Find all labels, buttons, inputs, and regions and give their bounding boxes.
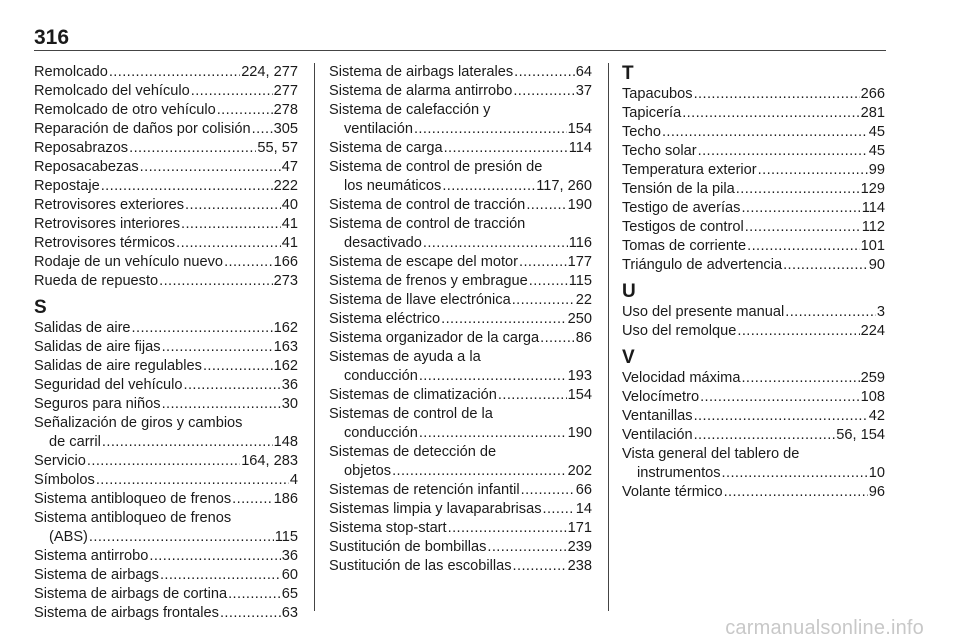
index-entry-pages: 238 xyxy=(567,558,592,574)
index-entry-term: Servicio xyxy=(34,453,86,469)
index-entry xyxy=(622,104,885,123)
index-entry xyxy=(329,424,592,443)
index-entry-pages: 129 xyxy=(860,181,885,197)
index-entry xyxy=(329,481,592,500)
index-entry-pages: 224, 277 xyxy=(241,64,298,80)
index-entry-pages: 86 xyxy=(575,330,592,346)
index-entry-term: desactivado xyxy=(344,235,422,251)
leader-dots xyxy=(747,237,860,256)
index-entry xyxy=(34,566,298,585)
index-entry-term: Símbolos xyxy=(34,472,95,488)
index-entry-term: Sistema de airbags laterales xyxy=(329,64,514,80)
leader-dots xyxy=(102,433,273,452)
leader-dots xyxy=(543,500,575,519)
index-entry xyxy=(34,471,298,490)
leader-dots xyxy=(232,490,272,509)
index-entry xyxy=(34,177,298,196)
index-entry-term: Sistema de control de tracción xyxy=(329,197,526,213)
leader-dots xyxy=(513,82,574,101)
index-entry xyxy=(622,237,885,256)
index-group-s xyxy=(34,319,298,623)
index-entry-term: Velocímetro xyxy=(622,389,700,405)
index-entry-pages: 273 xyxy=(273,273,298,289)
index-entry xyxy=(622,464,885,483)
index-entry xyxy=(329,139,592,158)
leader-dots xyxy=(682,104,859,123)
index-entry-pages: 66 xyxy=(575,482,592,498)
index-entry-term: Uso del remolque xyxy=(622,323,737,339)
watermark: carmanualsonline.info xyxy=(725,617,924,639)
index-entry-term: Testigos de control xyxy=(622,219,744,235)
index-entry-term: Sistema stop-start xyxy=(329,520,447,536)
index-entry-term: Retrovisores interiores xyxy=(34,216,180,232)
leader-dots xyxy=(529,272,568,291)
leader-dots xyxy=(423,234,568,253)
index-entry xyxy=(329,519,592,538)
leader-dots xyxy=(513,557,567,576)
leader-dots xyxy=(217,101,273,120)
index-entry-term: Remolcado xyxy=(34,64,108,80)
index-entry-pages: 116 xyxy=(568,235,592,251)
leader-dots xyxy=(741,369,859,388)
leader-dots xyxy=(181,215,281,234)
leader-dots xyxy=(694,407,868,426)
index-entry xyxy=(329,272,592,291)
index-entry-pages: 190 xyxy=(567,197,592,213)
index-entry-pages: 112 xyxy=(861,219,885,235)
index-entry-term: Repostaje xyxy=(34,178,100,194)
index-entry-pages: 14 xyxy=(575,501,592,517)
section-letter-t: T xyxy=(622,63,634,84)
index-entry-pages: 56, 154 xyxy=(836,427,885,443)
index-entry xyxy=(329,82,592,101)
index-entry-pages: 222 xyxy=(273,178,298,194)
leader-dots xyxy=(736,180,860,199)
index-entry-pages: 171 xyxy=(567,520,592,536)
index-entry-term: Sistema antibloqueo de frenos xyxy=(34,491,232,507)
index-entry-pages: 115 xyxy=(274,529,298,545)
index-entry-term: Sistemas limpia y lavaparabrisas xyxy=(329,501,542,517)
index-entry-pages: 305 xyxy=(273,121,298,137)
index-entry-pages: 108 xyxy=(860,389,885,405)
leader-dots xyxy=(514,63,575,82)
leader-dots xyxy=(519,253,567,272)
index-entry-term: Temperatura exterior xyxy=(622,162,757,178)
index-entry-pages: 117, 260 xyxy=(536,178,592,194)
index-entry-term: ventilación xyxy=(344,121,413,137)
index-entry xyxy=(34,234,298,253)
index-entry-term: Retrovisores exteriores xyxy=(34,197,185,213)
leader-dots xyxy=(132,319,273,338)
leader-dots xyxy=(89,528,274,547)
leader-dots xyxy=(162,395,281,414)
index-entry-pages: 99 xyxy=(868,162,885,178)
index-entry xyxy=(34,120,298,139)
index-entry-heading: Sistemas de control de la xyxy=(329,406,493,422)
leader-dots xyxy=(785,303,876,322)
index-entry xyxy=(34,585,298,604)
index-entry-term: Techo xyxy=(622,124,661,140)
leader-dots xyxy=(526,196,566,215)
index-entry-pages: 65 xyxy=(281,586,298,602)
index-entry-pages: 154 xyxy=(567,121,592,137)
index-entry xyxy=(622,199,885,218)
index-entry-heading: Vista general del tablero de xyxy=(622,446,800,462)
index-entry-pages: 41 xyxy=(281,216,298,232)
index-entry xyxy=(34,253,298,272)
page-number: 316 xyxy=(34,26,70,49)
index-entry-pages: 10 xyxy=(868,465,885,481)
index-group-r xyxy=(34,63,298,291)
index-entry-term: Techo solar xyxy=(622,143,697,159)
index-entry-term: Remolcado del vehículo xyxy=(34,83,190,99)
leader-dots xyxy=(87,452,240,471)
leader-dots xyxy=(444,139,568,158)
index-entry xyxy=(622,85,885,104)
leader-dots xyxy=(220,604,281,623)
index-entry-pages: 162 xyxy=(273,320,298,336)
index-entry xyxy=(622,180,885,199)
index-entry-term: instrumentos xyxy=(637,465,721,481)
leader-dots xyxy=(487,538,566,557)
index-entry xyxy=(34,395,298,414)
index-entry xyxy=(622,407,885,426)
leader-dots xyxy=(783,256,868,275)
index-entry xyxy=(34,101,298,120)
index-entry-term: Reposabrazos xyxy=(34,140,129,156)
index-entry-pages: 114 xyxy=(861,200,885,216)
index-entry-term: Tapicería xyxy=(622,105,682,121)
leader-dots xyxy=(442,177,535,196)
index-entry-term: Salidas de aire regulables xyxy=(34,358,202,374)
index-entry xyxy=(329,120,592,139)
index-entry-term: Salidas de aire fijas xyxy=(34,339,161,355)
index-entry-term: Sustitución de las escobillas xyxy=(329,558,512,574)
index-entry-pages: 30 xyxy=(281,396,298,412)
index-entry-term: (ABS) xyxy=(49,529,88,545)
leader-dots xyxy=(724,483,868,502)
index-entry-pages: 162 xyxy=(273,358,298,374)
section-letter-u: U xyxy=(622,281,636,302)
index-entry xyxy=(622,218,885,237)
leader-dots xyxy=(203,357,273,376)
index-entry-pages: 239 xyxy=(567,539,592,555)
index-entry-term: Sistema de airbags xyxy=(34,567,159,583)
index-entry xyxy=(329,177,592,196)
leader-dots xyxy=(160,566,281,585)
index-entry-pages: 63 xyxy=(281,605,298,621)
index-entry-heading: Sistema de control de presión de xyxy=(329,159,543,175)
leader-dots xyxy=(448,519,567,538)
index-entry-pages: 164, 283 xyxy=(241,453,298,469)
index-group-u xyxy=(622,303,885,341)
index-entry-term: Sistema de escape del motor xyxy=(329,254,519,270)
index-entry-pages: 90 xyxy=(868,257,885,273)
leader-dots xyxy=(96,471,289,490)
index-entry-pages: 163 xyxy=(273,339,298,355)
index-entry-term: conducción xyxy=(344,368,418,384)
index-entry-term: Tensión de la pila xyxy=(622,181,735,197)
leader-dots xyxy=(140,158,281,177)
index-entry-term: Sistema de airbags frontales xyxy=(34,605,219,621)
index-group-v xyxy=(622,369,885,502)
leader-dots xyxy=(159,272,273,291)
index-entry-term: Reparación de daños por colisión xyxy=(34,121,251,137)
index-entry-term: Remolcado de otro vehículo xyxy=(34,102,216,118)
leader-dots xyxy=(149,547,280,566)
index-entry xyxy=(34,490,298,509)
leader-dots xyxy=(441,310,567,329)
index-entry-heading: Sistema de control de tracción xyxy=(329,216,526,232)
index-entry xyxy=(34,433,298,452)
index-entry-heading: Señalización de giros y cambios xyxy=(34,415,243,431)
index-entry xyxy=(329,310,592,329)
index-entry-pages: 278 xyxy=(273,102,298,118)
leader-dots xyxy=(252,120,273,139)
index-entry xyxy=(329,462,592,481)
index-entry-pages: 177 xyxy=(567,254,592,270)
index-entry xyxy=(34,215,298,234)
index-entry-pages: 60 xyxy=(281,567,298,583)
index-entry-term: de carril xyxy=(49,434,101,450)
index-entry-pages: 64 xyxy=(575,64,592,80)
index-entry-term: Volante térmico xyxy=(622,484,723,500)
index-entry xyxy=(622,369,885,388)
index-entry-term: Retrovisores térmicos xyxy=(34,235,176,251)
index-entry-pages: 41 xyxy=(281,235,298,251)
leader-dots xyxy=(392,462,567,481)
leader-dots xyxy=(101,177,273,196)
section-letter-s: S xyxy=(34,297,47,318)
leader-dots xyxy=(540,329,575,348)
index-entry-term: Sistemas de climatización xyxy=(329,387,497,403)
leader-dots xyxy=(129,139,256,158)
leader-dots xyxy=(176,234,281,253)
index-entry-term: Sistemas de retención infantil xyxy=(329,482,520,498)
index-entry-term: Seguros para niños xyxy=(34,396,161,412)
index-entry-heading: Sistemas de detección de xyxy=(329,444,497,460)
leader-dots xyxy=(224,253,273,272)
header-rule xyxy=(34,50,886,51)
index-entry-pages: 101 xyxy=(860,238,885,254)
index-entry xyxy=(34,376,298,395)
index-entry xyxy=(622,303,885,322)
index-entry xyxy=(329,196,592,215)
index-entry-term: Salidas de aire xyxy=(34,320,131,336)
index-entry-term: Triángulo de advertencia xyxy=(622,257,783,273)
index-entry xyxy=(34,357,298,376)
index-entry-pages: 277 xyxy=(273,83,298,99)
index-entry-pages: 22 xyxy=(575,292,592,308)
index-entry-pages: 47 xyxy=(281,159,298,175)
index-entry xyxy=(329,329,592,348)
index-entry xyxy=(329,500,592,519)
index-entry-pages: 193 xyxy=(567,368,592,384)
index-entry-pages: 96 xyxy=(868,484,885,500)
index-entry-pages: 40 xyxy=(281,197,298,213)
index-entry-term: Tomas de corriente xyxy=(622,238,747,254)
index-entry-term: Reposacabezas xyxy=(34,159,139,175)
index-entry-term: Sistema de frenos y embrague xyxy=(329,273,528,289)
leader-dots xyxy=(183,376,280,395)
index-entry xyxy=(329,386,592,405)
leader-dots xyxy=(109,63,240,82)
leader-dots xyxy=(498,386,567,405)
index-entry xyxy=(34,452,298,471)
leader-dots xyxy=(414,120,567,139)
index-entry-pages: 36 xyxy=(281,548,298,564)
index-entry-term: los neumáticos xyxy=(344,178,442,194)
index-entry-pages: 36 xyxy=(281,377,298,393)
index-entry-term: Seguridad del vehículo xyxy=(34,377,183,393)
index-entry-heading: Sistemas de ayuda a la xyxy=(329,349,481,365)
leader-dots xyxy=(698,142,868,161)
index-group-t xyxy=(622,85,885,275)
index-entry-pages: 266 xyxy=(860,86,885,102)
index-entry-heading: Sistema de calefacción y xyxy=(329,102,491,118)
index-entry xyxy=(622,142,885,161)
leader-dots xyxy=(737,322,859,341)
index-entry-term: objetos xyxy=(344,463,392,479)
index-entry-pages: 166 xyxy=(273,254,298,270)
index-entry xyxy=(34,528,298,547)
leader-dots xyxy=(722,464,868,483)
leader-dots xyxy=(185,196,281,215)
index-entry-term: Ventanillas xyxy=(622,408,693,424)
index-entry-term: Sistema antirrobo xyxy=(34,548,149,564)
index-entry-pages: 4 xyxy=(289,472,298,488)
index-entry-term: Sistema de alarma antirrobo xyxy=(329,83,513,99)
leader-dots xyxy=(662,123,868,142)
leader-dots xyxy=(741,199,860,218)
index-entry-pages: 115 xyxy=(568,273,592,289)
index-entry xyxy=(622,426,885,445)
index-entry xyxy=(329,538,592,557)
index-entry-pages: 3 xyxy=(876,304,885,320)
index-entry xyxy=(329,234,592,253)
index-entry-term: Sistema de llave electrónica xyxy=(329,292,511,308)
leader-dots xyxy=(758,161,868,180)
index-entry-term: Rueda de repuesto xyxy=(34,273,159,289)
index-entry xyxy=(329,557,592,576)
leader-dots xyxy=(521,481,575,500)
index-entry xyxy=(34,547,298,566)
index-entry-term: Sistema de airbags de cortina xyxy=(34,586,228,602)
index-entry xyxy=(622,388,885,407)
leader-dots xyxy=(745,218,861,237)
index-group-s-continued xyxy=(329,63,592,576)
index-entry-term: Ventilación xyxy=(622,427,693,443)
index-entry-term: Tapacubos xyxy=(622,86,693,102)
leader-dots xyxy=(700,388,860,407)
index-entry-term: Testigo de averías xyxy=(622,200,741,216)
leader-dots xyxy=(191,82,273,101)
index-entry-pages: 55, 57 xyxy=(257,140,298,156)
index-entry xyxy=(34,158,298,177)
index-entry xyxy=(34,63,298,82)
index-entry xyxy=(329,63,592,82)
leader-dots xyxy=(419,367,567,386)
index-entry xyxy=(622,123,885,142)
index-entry xyxy=(329,253,592,272)
index-entry xyxy=(34,82,298,101)
index-entry-pages: 148 xyxy=(273,434,298,450)
index-entry-pages: 42 xyxy=(868,408,885,424)
index-entry xyxy=(34,139,298,158)
index-entry-pages: 45 xyxy=(868,124,885,140)
index-entry-pages: 186 xyxy=(273,491,298,507)
index-entry xyxy=(34,604,298,623)
column-divider xyxy=(608,63,609,611)
section-letter-v: V xyxy=(622,347,635,368)
index-entry-pages: 37 xyxy=(575,83,592,99)
index-entry-heading: Sistema antibloqueo de frenos xyxy=(34,510,232,526)
index-entry-pages: 45 xyxy=(868,143,885,159)
index-entry-term: Sistema eléctrico xyxy=(329,311,441,327)
index-column-1 xyxy=(34,63,298,623)
index-column-2 xyxy=(329,63,592,576)
index-entry xyxy=(329,367,592,386)
index-entry-term: Sistema organizador de la carga xyxy=(329,330,540,346)
column-divider xyxy=(314,63,315,611)
index-entry-term: Sistema de carga xyxy=(329,140,443,156)
index-entry-pages: 114 xyxy=(568,140,592,156)
index-entry xyxy=(622,256,885,275)
leader-dots xyxy=(228,585,281,604)
leader-dots xyxy=(694,85,860,104)
index-entry-pages: 259 xyxy=(860,370,885,386)
index-entry-term: Sustitución de bombillas xyxy=(329,539,487,555)
index-entry xyxy=(622,322,885,341)
leader-dots xyxy=(419,424,567,443)
leader-dots xyxy=(162,338,273,357)
index-entry xyxy=(622,161,885,180)
index-entry xyxy=(34,319,298,338)
index-column-3 xyxy=(622,63,885,502)
index-entry xyxy=(34,272,298,291)
index-entry-pages: 224 xyxy=(860,323,885,339)
index-entry-term: Rodaje de un vehículo nuevo xyxy=(34,254,224,270)
leader-dots xyxy=(694,426,836,445)
index-entry-pages: 281 xyxy=(860,105,885,121)
index-entry-pages: 154 xyxy=(567,387,592,403)
index-entry xyxy=(329,291,592,310)
index-entry xyxy=(622,483,885,502)
index-entry-term: Velocidad máxima xyxy=(622,370,741,386)
index-entry xyxy=(34,338,298,357)
index-entry-pages: 190 xyxy=(567,425,592,441)
index-entry-pages: 250 xyxy=(567,311,592,327)
index-entry-term: conducción xyxy=(344,425,418,441)
index-entry xyxy=(34,196,298,215)
index-entry-term: Uso del presente manual xyxy=(622,304,785,320)
leader-dots xyxy=(512,291,575,310)
index-entry-pages: 202 xyxy=(567,463,592,479)
